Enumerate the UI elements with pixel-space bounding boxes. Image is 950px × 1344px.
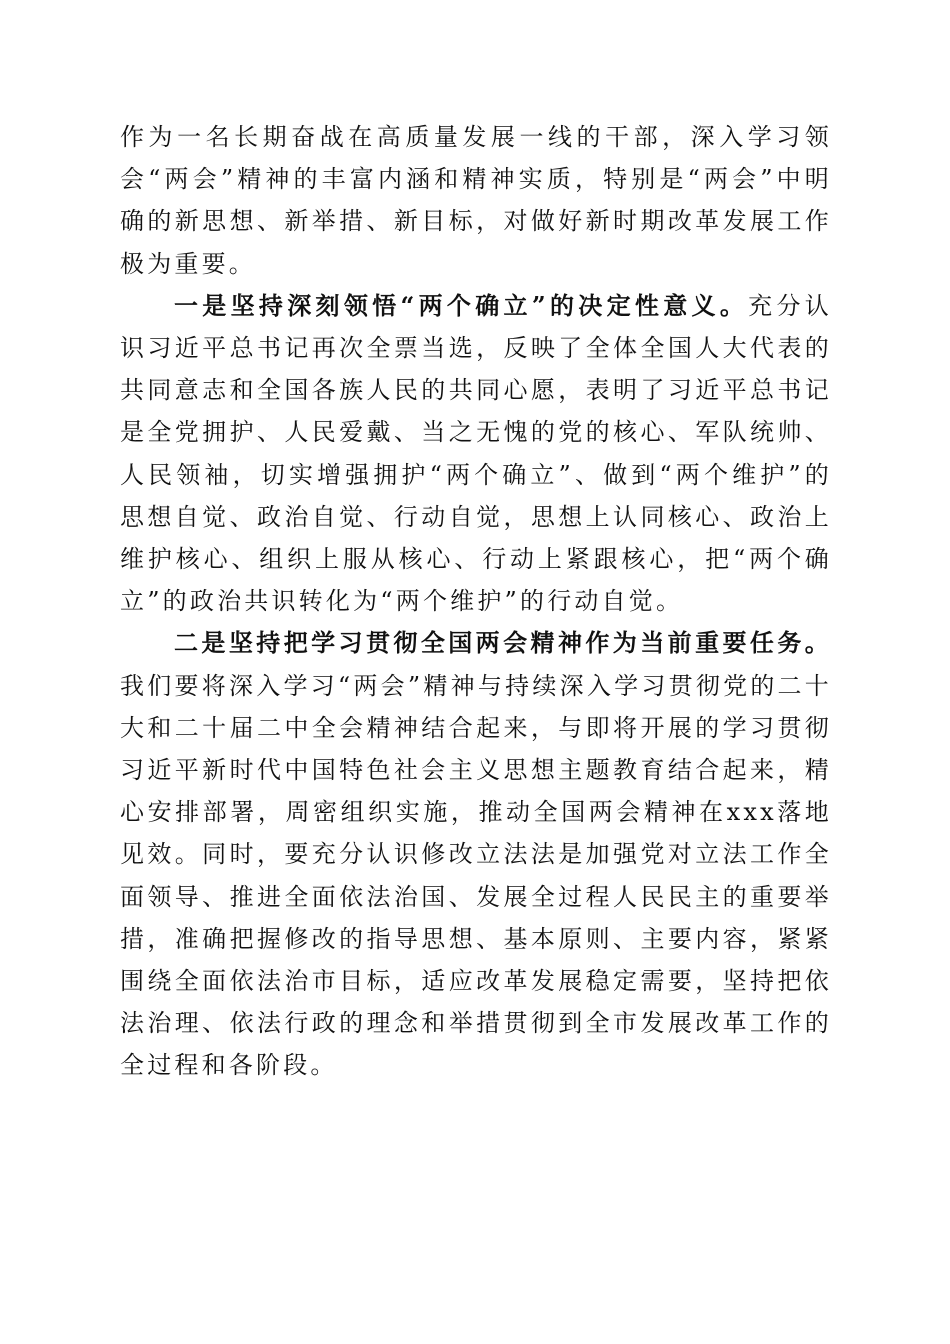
paragraph-text: 充分认识习近平总书记再次全票当选，反映了全体全国人大代表的共同意志和全国各族人民的共同心愿，表明了习近平总书记是全党拥护、人民爱戴、当之无愧的党的核心、军队统帅、人民领袖，切实增强拥护“两个确立”、做到“两个维护”的思想自觉、政治自觉、行动自觉，思想上认同核心、政治上维护核心、组织上服从核心、行动上紧跟核心，把“两个确立”的政治共识转化为“两个维护”的行动自觉。 xyxy=(120,291,832,616)
point-two-paragraph xyxy=(120,622,832,1086)
paragraph-text: 作为一名长期奋战在高质量发展一线的干部，深入学习领会“两会”精神的丰富内涵和精神实质，特别是“两会”中明确的新思想、新举措、新目标，对做好新时期改革发展工作极为重要。 xyxy=(120,123,832,278)
paragraph-text: 我们要将深入学习“两会”精神与持续深入学习贯彻党的二十大和二十届二中全会精神结合起来，与即将开展的学习贯彻习近平新时代中国特色社会主义思想主题教育结合起来，精心安排部署，周密组织实施，推动全国两会精神在xxx落地见效。同时，要充分认识修改立法法是加强党对立法工作全面领导、推进全面依法治国、发展全过程人民民主的重要举措，准确把握修改的指导思想、基本原则、主要内容，紧紧围绕全面依法治市目标，适应改革发展稳定需要，坚持把依法治理、依法行政的理念和举措贯彻到全市发展改革工作的全过程和各阶段。 xyxy=(120,671,832,1080)
paragraph-lead-heading: 一是坚持深刻领悟“两个确立”的决定性意义。 xyxy=(174,290,749,320)
point-one-paragraph xyxy=(120,285,832,623)
paragraph-lead-heading: 二是坚持把学习贯彻全国两会精神作为当前重要任务。 xyxy=(174,628,832,658)
intro-paragraph xyxy=(120,116,832,285)
document-body xyxy=(120,116,832,1087)
